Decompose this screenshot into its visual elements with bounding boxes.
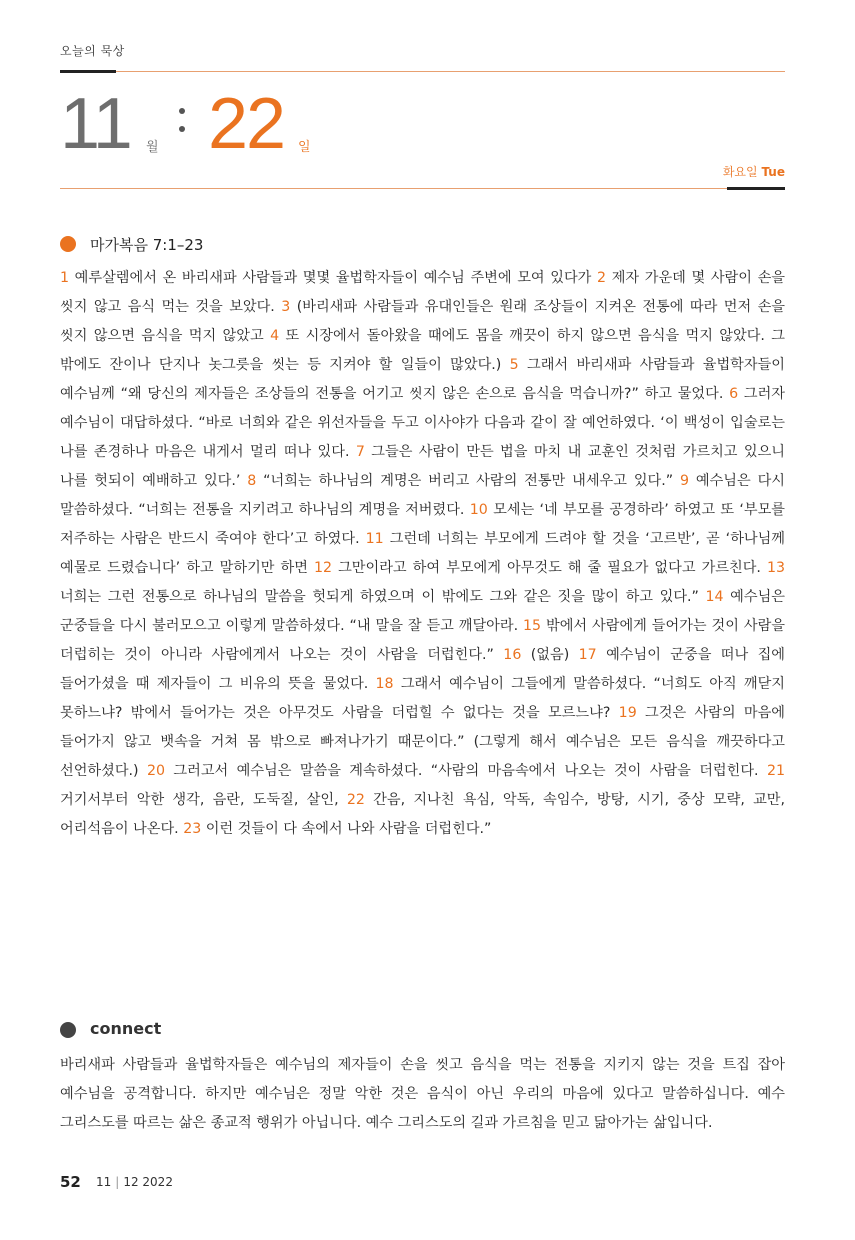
- verse-text: 밖에서 사람에게 들어가는 것이 사람을 더럽히는 것이 아니라 사람에게서 나오는 것이 사람을 더럽힌다.”: [60, 618, 785, 663]
- verse-number: 17: [578, 647, 597, 663]
- verse-text: 간음, 지나친 욕심, 악독, 속임수, 방탕, 시기, 중상 모략, 교만, 어리석음이 나온다.: [60, 792, 786, 837]
- issue-year: 12 2022: [123, 1175, 173, 1189]
- verse-text: (없음): [530, 647, 570, 663]
- verse-number: 19: [618, 705, 637, 721]
- header-rule-thick: [60, 70, 116, 73]
- verse-number: 23: [183, 821, 202, 837]
- verse-text: 그것은 사람의 마음에 들어가지 않고 뱃속을 거쳐 몸 밖으로 빠져나가기 때문이다.” (그렇게 해서 예수님은 모든 음식을 깨끗하다고 선언하셨다.): [60, 705, 785, 779]
- verse-text: 그러자 예수님이 대답하셨다. “바로 너희와 같은 위선자들을 두고 이사야가 다음과 같이 잘 예언하였다. ‘이 백성이 입술로는 나를 존경하나 마음은 내게서 멀리 떠나 있다.: [60, 386, 785, 460]
- verse-number: 4: [270, 328, 280, 344]
- verse-number: 2: [597, 270, 607, 286]
- verse-number: 5: [509, 357, 519, 373]
- issue-info: [96, 1175, 173, 1189]
- verse-text: 모세는 ‘네 부모를 공경하라’ 하였고 또 ‘부모를 저주하는 사람은 반드시 죽여야 한다’고 하였다.: [60, 502, 786, 547]
- verse-text: 그들은 사람이 만든 법을 마치 내 교훈인 것처럼 가르치고 있으니 나를 헛되이 예배하고 있다.’: [60, 444, 786, 489]
- verse-number: 1: [60, 270, 70, 286]
- page-number: 52: [60, 1173, 81, 1191]
- issue-separator: |: [115, 1175, 120, 1189]
- scripture-reference: 마가복음 7:1–23: [90, 236, 204, 254]
- issue-month: 11: [96, 1175, 112, 1189]
- verse-text: 그래서 예수님이 그들에게 말씀하셨다. “너희도 아직 깨닫지 못하느냐? 밖에서 들어가는 것은 아무것도 사람을 더럽힐 수 없다는 것을 모르느냐?: [60, 676, 785, 721]
- month-unit: 월: [146, 140, 159, 155]
- verse-number: 3: [281, 299, 291, 315]
- verse-number: 8: [247, 473, 257, 489]
- verse-text: 너희는 그런 전통으로 하나님의 말씀을 헛되게 하였으며 이 밖에도 그와 같은 짓을 많이 하고 있다.”: [60, 589, 699, 605]
- verse-number: 22: [346, 792, 365, 808]
- verse-number: 15: [523, 618, 542, 634]
- verse-text: 예수님이 군중을 떠나 집에 들어가셨을 때 제자들이 그 비유의 뜻을 물었다.: [60, 647, 785, 692]
- verse-text: 예수님은 다시 말씀하셨다. “너희는 전통을 지키려고 하나님의 계명을 저버렸다.: [60, 473, 785, 518]
- verse-number: 20: [146, 763, 166, 779]
- connect-body: 바리새파 사람들과 율법학자들은 예수님의 제자들이 손을 씻고 음식을 먹는 전통을 지키지 않는 것을 트집 잡아 예수님을 공격합니다. 하지만 예수님은 정말 악한 것은 음식이 아닌 우리의 마음에 있다고 말씀하십니다. 예수 그리스도를 따르는 삶은 종교적 행위가 아닙니다. 예수 그리스도의 길과 가르침을 믿고 닮아가는 삶입니다.: [60, 1057, 785, 1131]
- day-unit: 일: [298, 140, 311, 155]
- colon-dot-bottom: [179, 126, 185, 132]
- section-label: 오늘의 묵상: [60, 44, 125, 58]
- verse-number: 14: [705, 589, 724, 605]
- weekday: [723, 163, 785, 180]
- verse-number: 18: [375, 676, 394, 692]
- verse-number: 10: [469, 502, 488, 518]
- scripture-passage: [60, 264, 785, 844]
- verse-number: 9: [679, 473, 690, 489]
- verse-text: 예루살렘에서 온 바리새파 사람들과 몇몇 율법학자들이 예수님 주변에 모여 있다가: [74, 270, 592, 286]
- connect-title: connect: [90, 1019, 162, 1038]
- verse-number: 12: [313, 560, 333, 576]
- date-rule-thick: [727, 187, 785, 190]
- verse-text: (바리새파 사람들과 유대인들은 원래 조상들이 지켜온 전통에 따라 먼저 손을 씻지 않으면 음식을 먹지 않았고: [60, 299, 785, 344]
- weekday-english: Tue: [761, 165, 785, 179]
- weekday-korean: 화요일: [722, 165, 758, 179]
- month-number: 11: [60, 84, 131, 164]
- verse-text: 그만이라고 하여 부모에게 아무것도 해 줄 필요가 없다고 가르친다.: [338, 560, 761, 576]
- verse-number: 16: [503, 647, 522, 663]
- verse-text: “너희는 하나님의 계명은 버리고 사람의 전통만 내세우고 있다.”: [263, 473, 674, 489]
- verse-text: 제자 가운데 몇 사람이 손을 씻지 않고 음식 먹는 것을 보았다.: [60, 270, 785, 315]
- connect-bullet-icon: [60, 1022, 76, 1038]
- verse-text: 그래서 바리새파 사람들과 율법학자들이 예수님께 “왜 당신의 제자들은 조상들의 전통을 어기고 씻지 않은 손으로 음식을 먹습니까?” 하고 물었다.: [60, 357, 785, 402]
- verse-number: 6: [729, 386, 739, 402]
- verse-text: 거기서부터 악한 생각, 음란, 도둑질, 살인,: [60, 792, 339, 808]
- header-rule-thin: [116, 71, 785, 72]
- verse-number: 21: [766, 763, 786, 779]
- date-rule-thin: [60, 188, 727, 189]
- scripture-bullet-icon: [60, 236, 76, 252]
- verse-number: 11: [365, 531, 384, 547]
- verse-text: 예수님은 군중들을 다시 불러모으고 이렇게 말씀하셨다. “내 말을 잘 듣고 깨달아라.: [60, 589, 785, 634]
- day-number: 22: [208, 84, 285, 164]
- verse-text: 이런 것들이 다 속에서 나와 사람을 더럽힌다.”: [205, 821, 492, 837]
- colon-dot-top: [179, 108, 185, 114]
- verse-text: 그런데 너희는 부모에게 드려야 할 것을 ‘고르반’, 곧 ‘하나님께 예물로 드렸습니다’ 하고 말하기만 하면: [60, 531, 786, 576]
- verse-text: 그러고서 예수님은 말씀을 계속하셨다. “사람의 마음속에서 나오는 것이 사람을 더럽힌다.: [173, 763, 759, 779]
- date-colon: [176, 100, 188, 140]
- verse-number: 7: [355, 444, 365, 460]
- verse-text: 또 시장에서 돌아왔을 때에도 몸을 깨끗이 하지 않으면 음식을 먹지 않았다. 그 밖에도 잔이나 단지나 놋그릇을 씻는 등 지켜야 할 일들이 많았다.): [60, 328, 786, 373]
- verse-number: 13: [766, 560, 786, 576]
